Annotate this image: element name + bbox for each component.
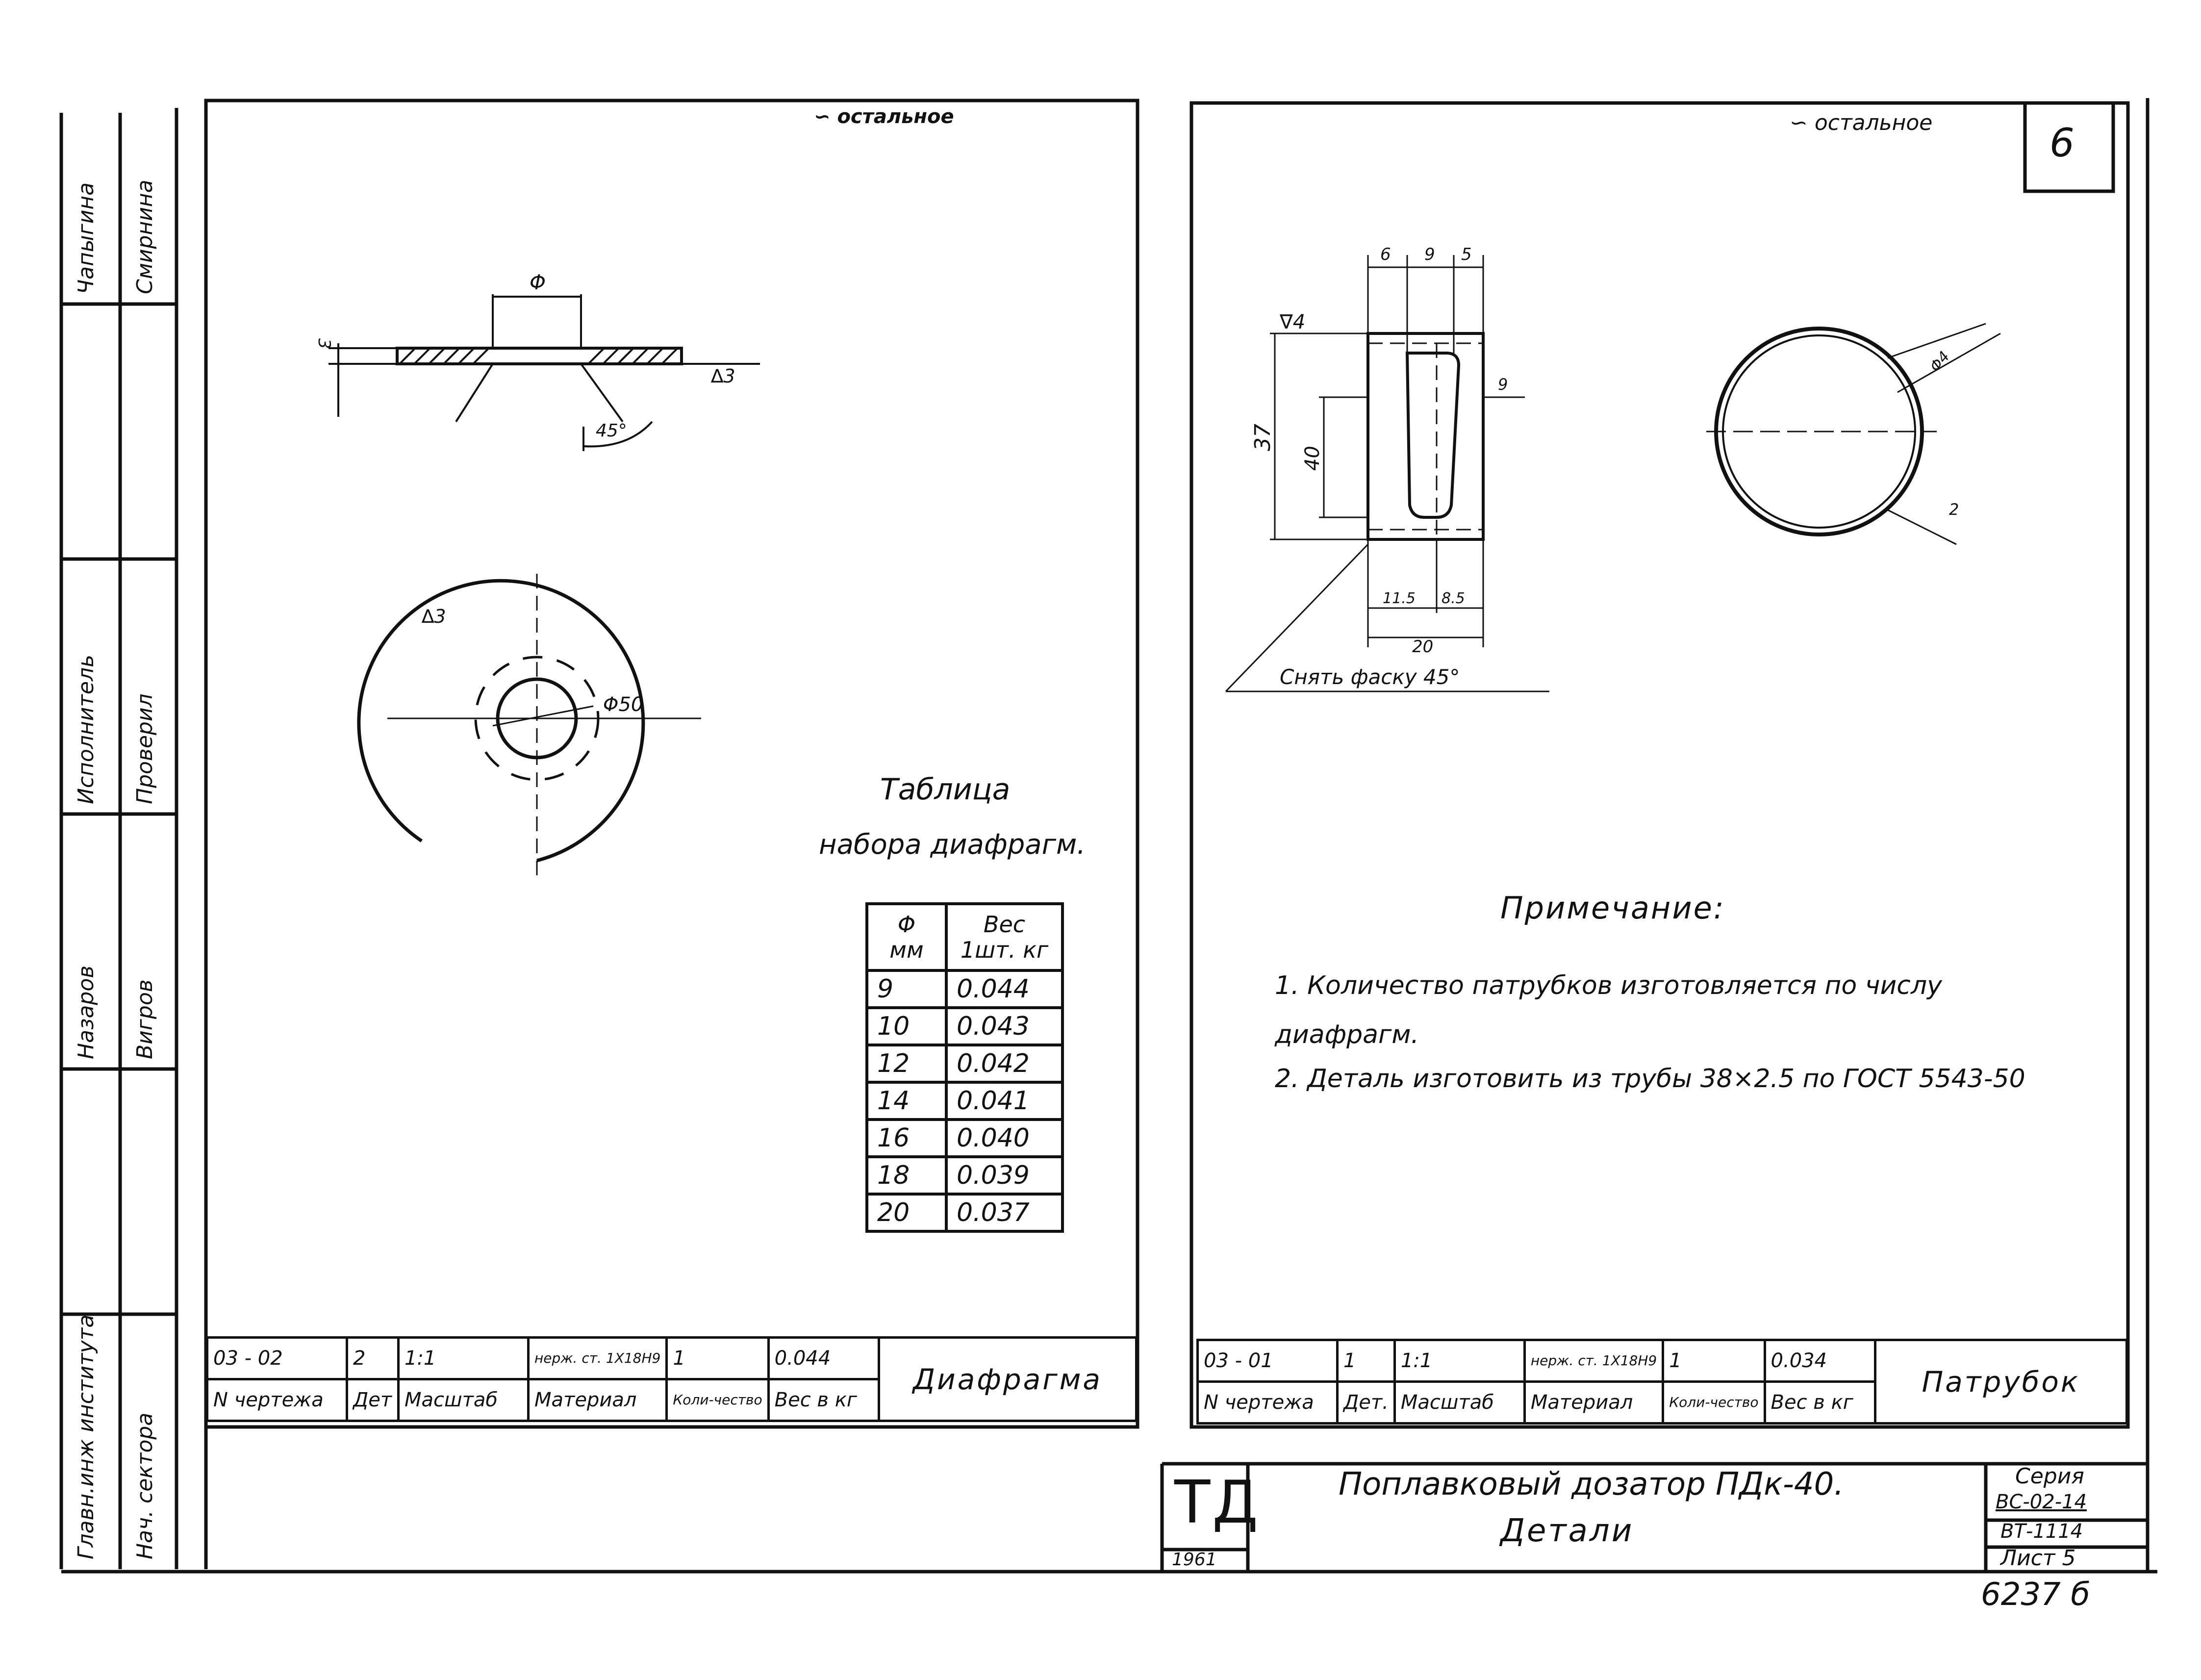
roughness-label: ∆3 [711, 365, 735, 387]
stamp-label: Масштаб [399, 1379, 529, 1421]
stamp-label: Коли-чество [667, 1379, 768, 1421]
series-label: Серия [2015, 1464, 2084, 1489]
right-corner-note: ∽ остальное [1790, 110, 1933, 135]
note-title: Примечание: [1500, 890, 1725, 926]
table-cell: 12 [867, 1045, 946, 1082]
stamp-label: Масштаб [1394, 1382, 1524, 1424]
note-item-1: 1. Количество патрубков изготовляется по числу диафрагм. [1275, 971, 1942, 1049]
stamp-weight: 0.034 [1765, 1340, 1875, 1382]
dim-phi4: Φ4 [1926, 348, 1953, 376]
archive-number: 6237 б [1981, 1577, 2090, 1613]
dim-2: 2 [1949, 500, 1959, 519]
table-cell: 16 [867, 1120, 946, 1157]
table-cell: 0.037 [946, 1194, 1063, 1231]
table-cell: 9 [867, 970, 946, 1008]
stamp-scale: 1:1 [1394, 1340, 1524, 1382]
side-name-3: Назаров [74, 965, 99, 1059]
dim-9: 9 [1424, 245, 1435, 264]
table-cell: 0.041 [946, 1082, 1063, 1120]
stamp-label: Коли-чество [1663, 1382, 1765, 1424]
sheet-number: 6 [2049, 120, 2075, 166]
stamp-detail-name: Патрубок [1875, 1340, 2126, 1424]
stamp-material: нерж. ст. 1Х18Н9 [529, 1338, 667, 1379]
table-cell: 0.040 [946, 1120, 1063, 1157]
side-name-4: Вигров [132, 979, 157, 1059]
side-label-executor: Исполнитель [74, 654, 99, 804]
stamp-label: N чертежа [207, 1379, 347, 1421]
chamfer-note: Снять фаску 45° [1280, 665, 1460, 689]
dim-11-5: 11.5 [1383, 590, 1416, 607]
stamp-detail: 1 [1338, 1340, 1395, 1382]
right-detail-stamp [1196, 1339, 2128, 1425]
stamp-weight: 0.044 [768, 1338, 879, 1379]
stamp-label: Материал [529, 1379, 667, 1421]
side-label-checked: Проверил [132, 693, 157, 804]
side-label-chief-engineer: Главн.инж института [74, 1314, 99, 1559]
stamp-drawing-no: 03 - 02 [207, 1338, 347, 1379]
stamp-label: Дет. [1338, 1382, 1395, 1424]
table-row [867, 1120, 1063, 1157]
table-row [867, 1008, 1063, 1045]
dim-8-5: 8.5 [1442, 590, 1465, 607]
stamp-label: N чертежа [1198, 1382, 1338, 1424]
table-row [867, 1045, 1063, 1082]
table-cell: 20 [867, 1194, 946, 1231]
left-detail-stamp [206, 1336, 1138, 1422]
stamp-quantity: 1 [1663, 1340, 1765, 1382]
title-year: 1961 [1172, 1550, 1217, 1570]
side-name-1: Чапыгина [74, 182, 99, 294]
angle-label: 45° [596, 421, 627, 441]
table-cell: 0.043 [946, 1008, 1063, 1045]
sheet-value: Лист 5 [2000, 1546, 2076, 1571]
thickness-3: 3 [314, 338, 334, 349]
table-header-phi: Φ мм [867, 904, 946, 970]
stamp-quantity: 1 [667, 1338, 768, 1379]
diaphragm-plan-view [359, 574, 701, 878]
table-row [867, 970, 1063, 1008]
dim-phi50-label: Φ50 [603, 693, 644, 716]
table-cell: 0.039 [946, 1157, 1063, 1194]
left-corner-note: ∽ остальное [814, 105, 954, 128]
note-item-2: 2. Деталь изготовить из трубы 38×2.5 по ГОСТ 5543-50 [1275, 1064, 2025, 1094]
dim-9b: 9 [1498, 375, 1508, 394]
pipe-section-view [1226, 245, 1549, 691]
table-header-weight: Вес 1шт. кг [946, 904, 1063, 970]
table-cell: 14 [867, 1082, 946, 1120]
diaphragm-table [865, 902, 1064, 1233]
side-name-2: Смирнина [132, 179, 157, 294]
dim-5: 5 [1461, 245, 1472, 264]
dim-20: 20 [1412, 637, 1434, 657]
table-cell: 0.044 [946, 970, 1063, 1008]
dim-6: 6 [1380, 245, 1391, 264]
diaphragm-section-view [314, 270, 760, 451]
stamp-label: Материал [1524, 1382, 1663, 1424]
stamp-detail-name: Диафрагма [879, 1338, 1136, 1421]
pipe-ring-view [1706, 324, 2000, 544]
table-cell: 10 [867, 1008, 946, 1045]
code-value: ВТ-1114 [2000, 1520, 2083, 1543]
stamp-drawing-no: 03 - 01 [1198, 1340, 1338, 1382]
table-cell: 18 [867, 1157, 946, 1194]
stamp-detail: 2 [347, 1338, 399, 1379]
table-row [867, 1082, 1063, 1120]
title-main: Поплавковый дозатор ПДк-40. [1339, 1466, 1844, 1502]
dim-37: 37 [1250, 424, 1275, 451]
roughness-v4: ∇4 [1280, 311, 1306, 333]
side-label-sector-head: Нач. сектора [132, 1412, 157, 1559]
stamp-label: Вес в кг [768, 1379, 879, 1421]
table-subtitle: набора диафрагм. [819, 829, 1086, 861]
institute-logo: ТД [1174, 1469, 1261, 1537]
table-title: Таблица [880, 772, 1011, 807]
stamp-label: Вес в кг [1765, 1382, 1875, 1424]
table-row [867, 1157, 1063, 1194]
dim-40: 40 [1301, 446, 1324, 471]
stamp-label: Дет [347, 1379, 399, 1421]
title-sub: Детали [1500, 1513, 1634, 1549]
stamp-scale: 1:1 [399, 1338, 529, 1379]
roughness-3: ∆3 [422, 606, 446, 627]
stamp-material: нерж. ст. 1Х18Н9 [1524, 1340, 1663, 1382]
table-row [867, 1194, 1063, 1231]
right-sheet-frame [1191, 103, 2128, 1427]
dim-phi-label: Φ [530, 270, 546, 294]
series-value: ВС-02-14 [1996, 1491, 2087, 1513]
table-cell: 0.042 [946, 1045, 1063, 1082]
